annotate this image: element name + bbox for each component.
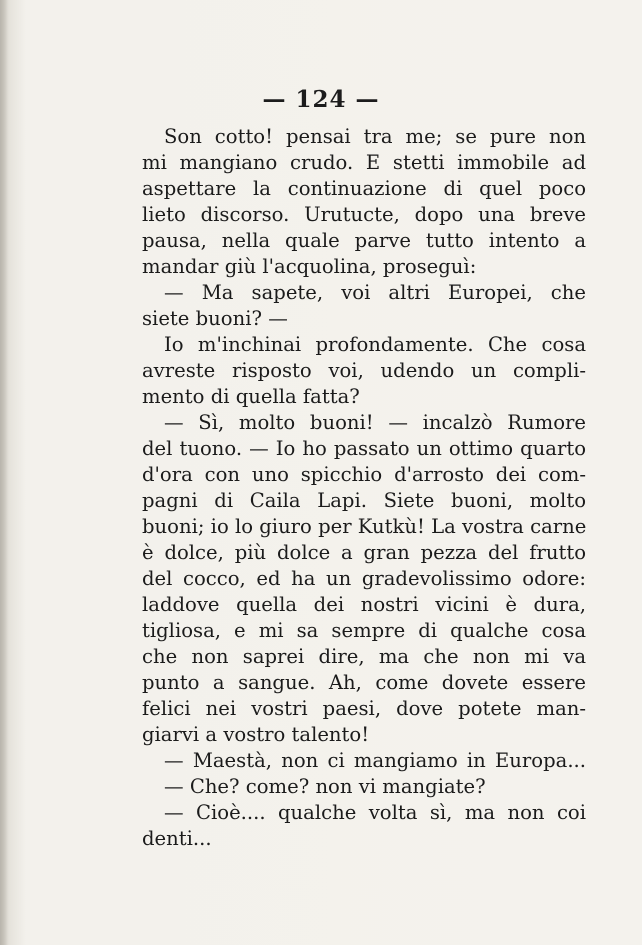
text-line: mi mangiano crudo. E stetti immobile ad	[142, 151, 586, 174]
text-line: pagni di Caila Lapi. Siete buoni, molto	[142, 489, 586, 512]
text-line: Io m'inchinai profondamente. Che cosa	[164, 333, 586, 356]
body-text	[142, 124, 586, 852]
text-line: laddove quella dei nostri vicini è dura,	[142, 593, 586, 616]
text-line: mandar giù l'acquolina, proseguì:	[142, 255, 477, 278]
text-line: — Sì, molto buoni! — incalzò Rumore	[164, 411, 586, 434]
page-number: — 124 —	[262, 86, 380, 113]
text-line: denti...	[142, 827, 212, 850]
text-line: tigliosa, e mi sa sempre di qualche cosa	[142, 619, 586, 642]
text-line: punto a sangue. Ah, come dovete essere	[142, 671, 586, 694]
text-line: — Ma sapete, voi altri Europei, che	[164, 281, 586, 304]
text-line: — Che? come? non vi mangiate?	[164, 775, 486, 798]
text-line: che non saprei dire, ma che non mi va	[142, 645, 586, 668]
text-line: mento di quella fatta?	[142, 385, 360, 408]
text-line: pausa, nella quale parve tutto intento a	[142, 229, 586, 252]
text-line: del tuono. — Io ho passato un ottimo quarto	[142, 437, 586, 460]
text-line: d'ora con uno spicchio d'arrosto dei com-	[142, 463, 586, 486]
text-line: siete buoni? —	[142, 307, 288, 330]
text-line: giarvi a vostro talento!	[142, 723, 370, 746]
text-line: lieto discorso. Urutucte, dopo una breve	[142, 203, 586, 226]
text-line: Son cotto! pensai tra me; se pure non	[164, 125, 586, 148]
text-line: — Maestà, non ci mangiamo in Europa...	[164, 749, 586, 772]
text-line: buoni; io lo giuro per Kutkù! La vostra carne	[142, 515, 587, 538]
text-line: felici nei vostri paesi, dove potete man-	[142, 697, 586, 720]
text-line: avreste risposto voi, udendo un compli-	[142, 359, 586, 382]
text-line: del cocco, ed ha un gradevolissimo odore:	[142, 567, 586, 590]
gutter-shadow	[0, 0, 8, 945]
text-line: è dolce, più dolce a gran pezza del frutto	[142, 541, 586, 564]
text-line: aspettare la continuazione di quel poco	[142, 177, 586, 200]
text-line: — Cioè.... qualche volta sì, ma non coi	[164, 801, 586, 824]
